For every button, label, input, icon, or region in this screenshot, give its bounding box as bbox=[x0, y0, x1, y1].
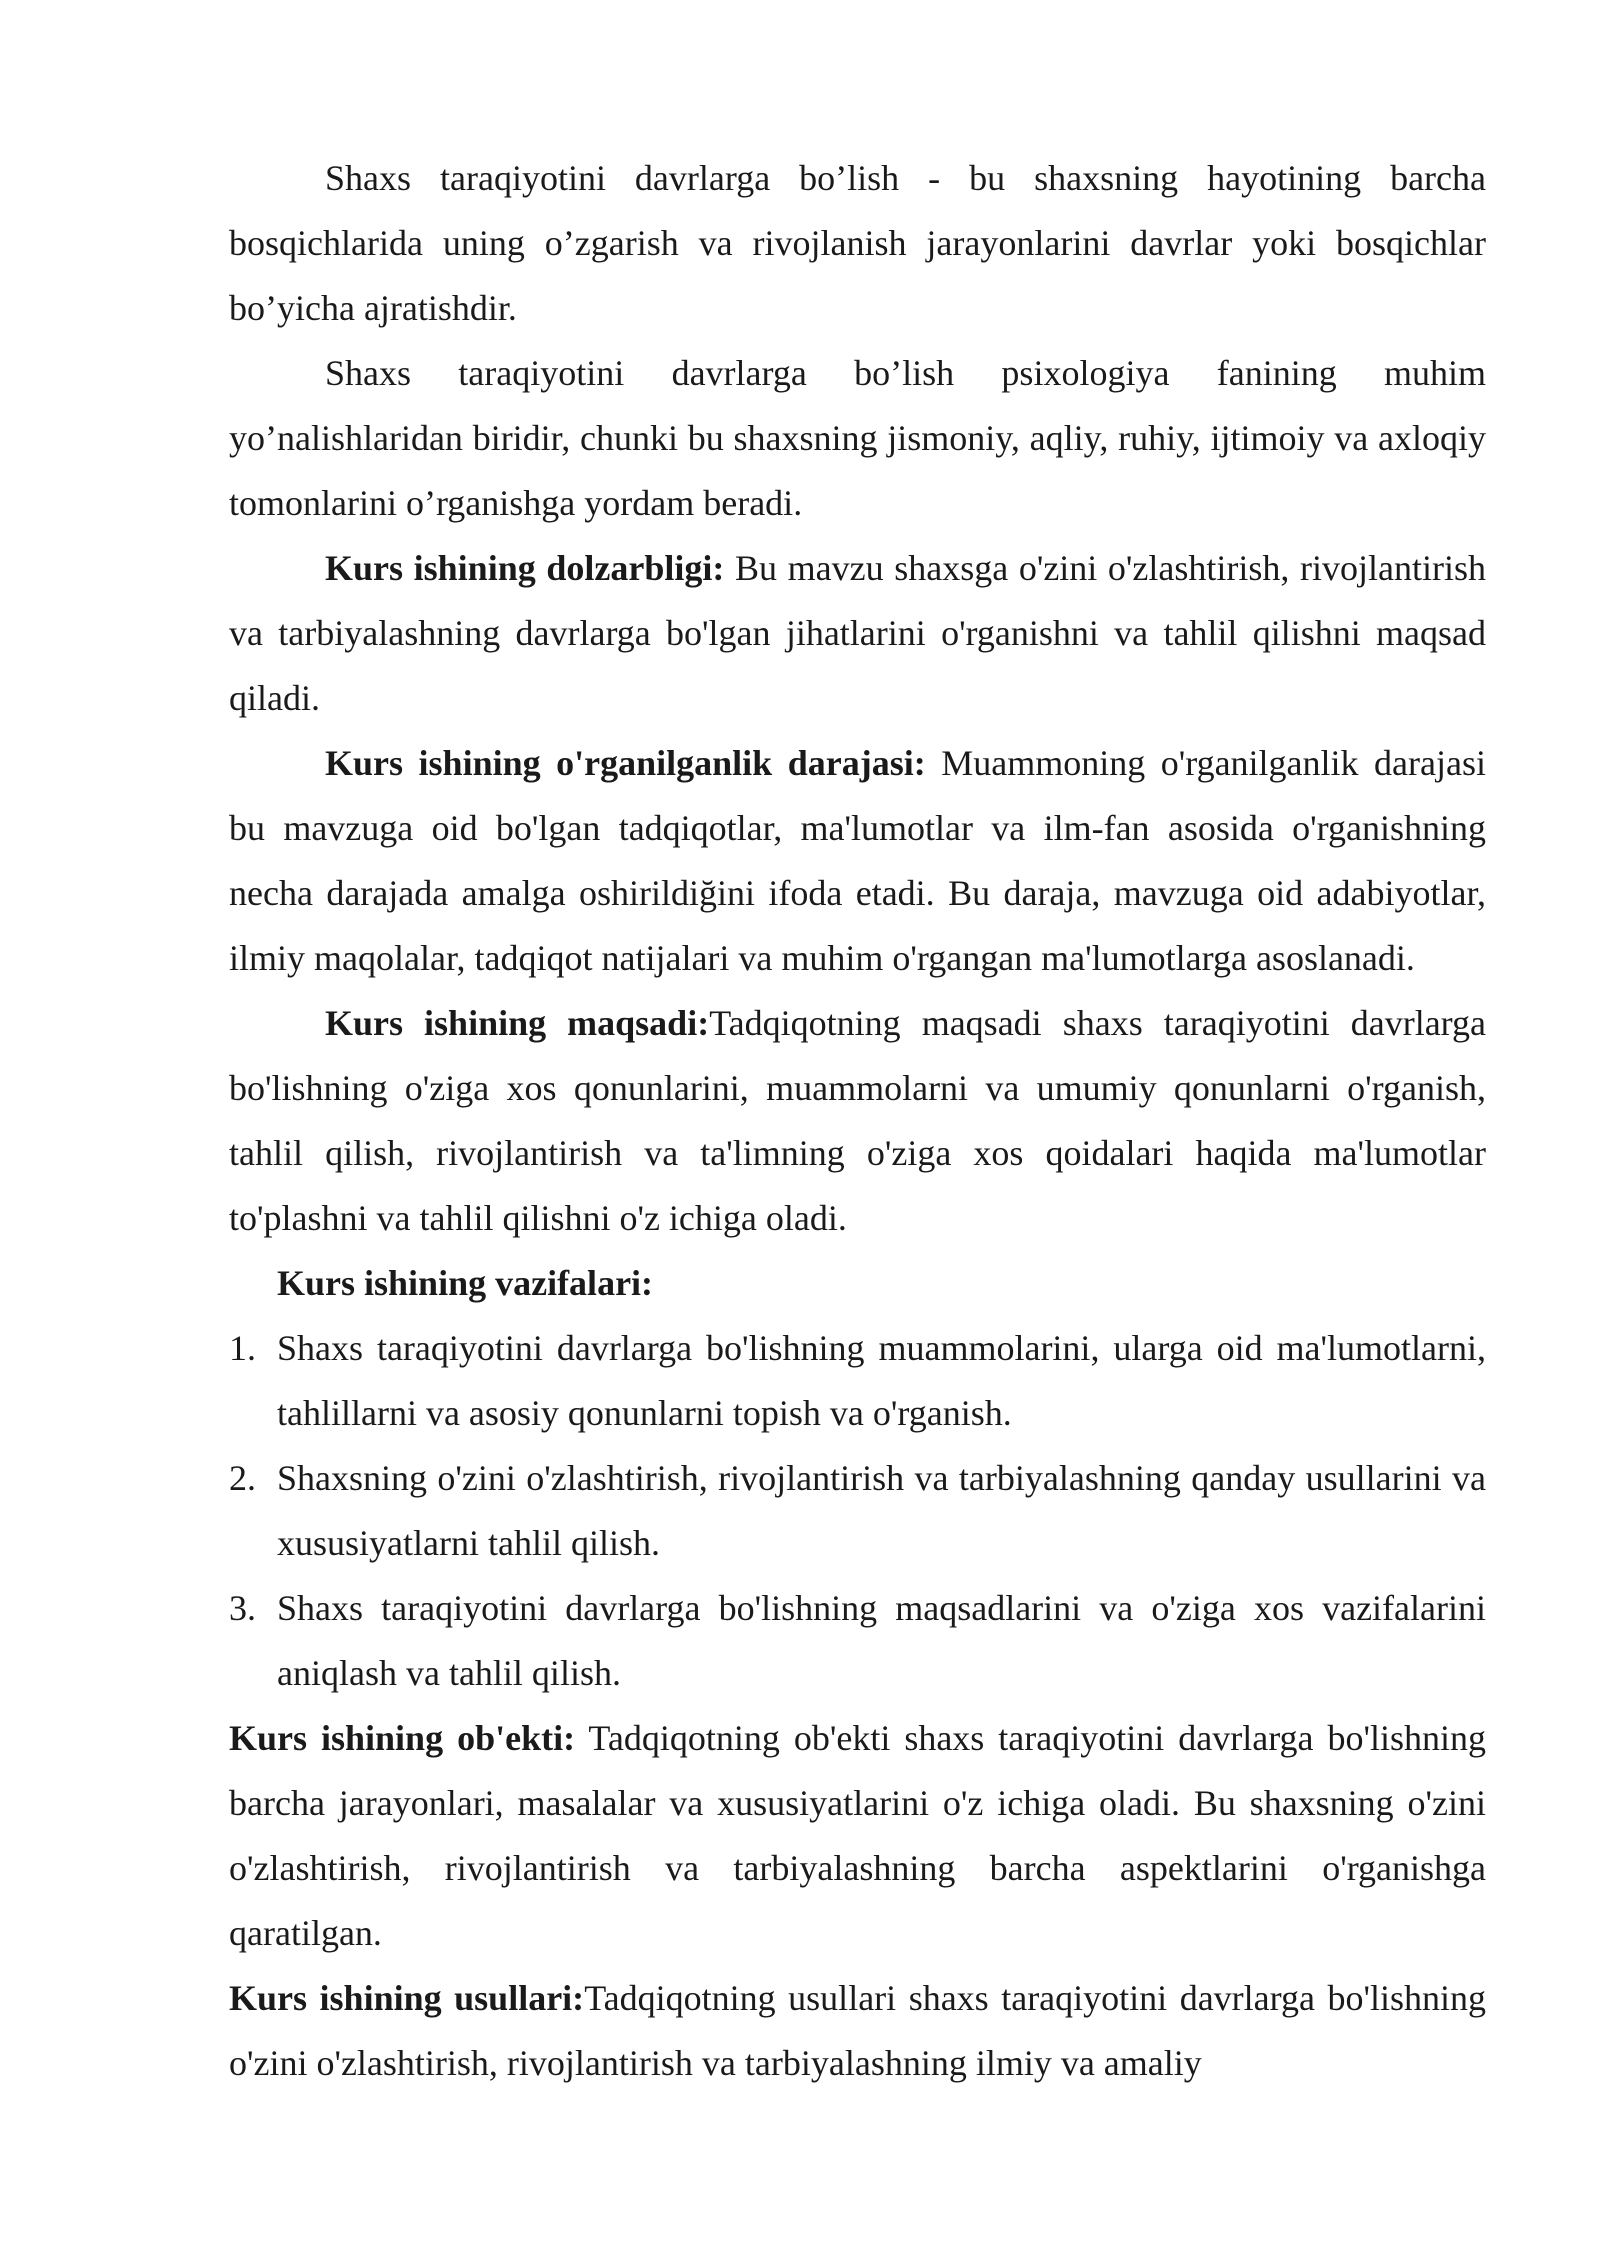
list-item-number: 2. bbox=[229, 1458, 256, 1498]
maqsad-label: Kurs ishining maqsadi: bbox=[325, 1003, 710, 1043]
dolzarblik-text: Bu mavzu shaxsga o'zini o'zlashtirish, rivojlantirish va tarbiyalashning davrlarga bo'lgan jihatlarini o'rganishni va tahlil qilishni maqsad qiladi. bbox=[229, 548, 1486, 718]
obekt-text: Tadqiqotning ob'ekti shaxs taraqiyotini davrlarga bo'lishning barcha jarayonlari, masalalar va xususiyatlarini o'z ichiga oladi. Bu shaxsning o'zini o'zlashtirish, rivojlantirish va tarbiyalashning barcha aspektlarini o'rganishga qaratilgan. bbox=[229, 1718, 1487, 1953]
list-item-text: Shaxsning o'zini o'zlashtirish, rivojlantirish va tarbiyalashning qanday usullarini va xususiyatlarni tahlil qilish. bbox=[277, 1458, 1486, 1563]
organilganlik-text: Muammoning o'rganilganlik darajasi bu mavzuga oid bo'lgan tadqiqotlar, ma'lumotlar va ilm-fan asosida o'rganishning necha darajada amalga oshirildiğini ifoda etadi. Bu daraja, mavzuga oid adabiyotlar, ilmiy maqolalar, tadqiqot natijalari va muhim o'rgangan ma'lumotlarga asoslanadi. bbox=[229, 743, 1486, 978]
paragraph-usullar bbox=[229, 1966, 1486, 2096]
usullar-text: Tadqiqotning usullari shaxs taraqiyotini davrlarga bo'lishning o'zini o'zlashtirish, rivojlantirish va tarbiyalashning ilmiy va amaliy bbox=[229, 1978, 1486, 2083]
list-item bbox=[229, 1446, 1486, 1576]
list-item-text: Shaxs taraqiyotini davrlarga bo'lishning muammolarini, ularga oid ma'lumotlarni, tahlillarni va asosiy qonunlarni topish va o'rganish. bbox=[277, 1328, 1486, 1433]
usullar-label: Kurs ishining usullari: bbox=[229, 1978, 585, 2018]
paragraph-maqsad bbox=[229, 991, 1486, 1251]
document-page bbox=[229, 146, 1486, 2096]
paragraph-obekt bbox=[229, 1706, 1486, 1966]
vazifalar-heading: Kurs ishining vazifalari: bbox=[277, 1263, 654, 1303]
vazifalar-list bbox=[229, 1316, 1486, 1706]
paragraph-dolzarblik bbox=[229, 536, 1486, 731]
paragraph-importance: Shaxs taraqiyotini davrlarga bo’lish psixologiya fanining muhim yo’nalishlaridan biridir, chunki bu shaxsning jismoniy, aqliy, ruhiy, ijtimoiy va axloqiy tomonlarini o’rganishga yordam beradi. bbox=[229, 353, 1486, 523]
list-item-number: 1. bbox=[229, 1328, 256, 1368]
organilganlik-label: Kurs ishining o'rganilganlik darajasi: bbox=[325, 743, 926, 783]
obekt-label: Kurs ishining ob'ekti: bbox=[229, 1718, 576, 1758]
list-item bbox=[229, 1576, 1486, 1706]
maqsad-text: Tadqiqotning maqsadi shaxs taraqiyotini davrlarga bo'lishning o'ziga xos qonunlarini, muammolarni va umumiy qonunlarni o'rganish, tahlil qilish, rivojlantirish va ta'limning o'ziga xos qoidalari haqida ma'lumotlar to'plashni va tahlil qilishni o'z ichiga oladi. bbox=[229, 1003, 1486, 1238]
dolzarblik-label: Kurs ishining dolzarbligi: bbox=[325, 548, 725, 588]
paragraph-definition: Shaxs taraqiyotini davrlarga bo’lish - bu shaxsning hayotining barcha bosqichlarida uning o’zgarish va rivojlanish jarayonlarini davrlar yoki bosqichlar bo’yicha ajratishdir. bbox=[229, 158, 1486, 328]
paragraph-organilganlik bbox=[229, 731, 1486, 991]
list-item bbox=[229, 1316, 1486, 1446]
list-item-number: 3. bbox=[229, 1588, 256, 1628]
list-item-text: Shaxs taraqiyotini davrlarga bo'lishning maqsadlarini va o'ziga xos vazifalarini aniqlash va tahlil qilish. bbox=[277, 1588, 1486, 1693]
